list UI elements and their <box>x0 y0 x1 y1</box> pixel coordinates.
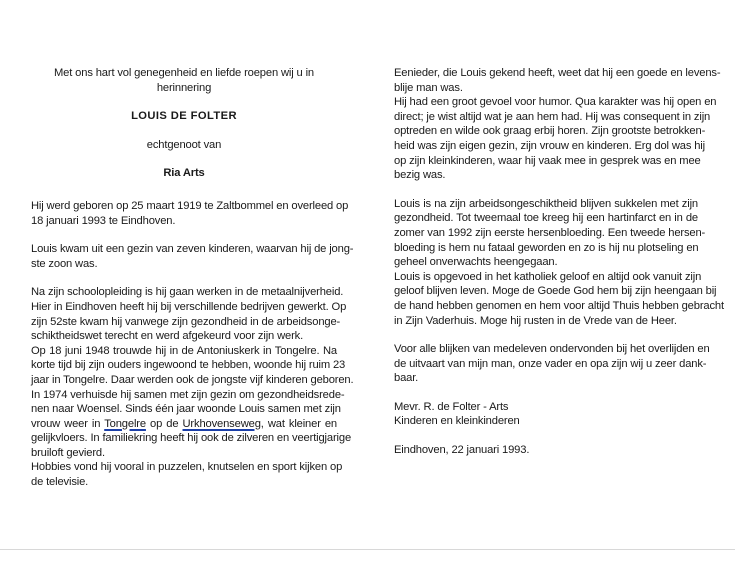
text-line: op zijn kleinkinderen, waar hij vaak mee in gesprek was en mee <box>394 154 701 167</box>
text-line: Hij had een groot gevoel voor humor. Qua karakter was hij open en <box>394 96 717 109</box>
text-line: baar. <box>394 372 419 385</box>
text-line: 18 januari 1993 te Eindhoven. <box>31 214 176 227</box>
text-fragment: vrouw weer in <box>31 417 105 430</box>
text-line: optreden en wilde ook graag erbij horen. Zijn grootste betrokken- <box>394 125 706 138</box>
text-line: de uitvaart van mijn man, onze vader en opa zijn wij u zeer dank- <box>394 357 707 370</box>
text-line: jaar in Tongelre. Daar werden ook de jongste vijf kinderen geboren. <box>31 373 354 386</box>
thanks-paragraph <box>394 342 710 386</box>
text-line: Hier in Eindhoven heeft hij bij verschillende bedrijven gewerkt. Op <box>31 300 347 313</box>
spouse-label: echtgenoot van <box>146 138 222 151</box>
text-line: In 1974 verhuisde hij samen met zijn gezin om gezondheidsrede- <box>31 388 345 401</box>
text-line: direct; je wist altijd wat je aan hem had. Hij was consequent in zijn <box>394 110 711 123</box>
text-line: zomer van 1992 zijn eerste hersenbloeding. Een tweede hersen- <box>394 226 706 239</box>
text-line: Louis is opgevoed in het katholiek geloof en altijd ook vanuit zijn <box>394 270 702 283</box>
text-line: Hobbies vond hij vooral in puzzelen, knutselen en sport kijken op <box>31 461 343 474</box>
career-paragraph <box>31 285 354 489</box>
text-line: schiktheidswet terecht en werd afgekeurd voor zijn werk. <box>31 330 304 343</box>
deceased-name: LOUIS DE FOLTER <box>131 110 237 123</box>
text-line: Op 18 juni 1948 trouwde hij in de Antoniuskerk in Tongelre. Na <box>31 344 337 357</box>
left-column <box>31 66 354 504</box>
text-line <box>31 417 337 432</box>
signature-block <box>394 400 698 429</box>
spouse-name: Ria Arts <box>163 167 205 180</box>
place-date <box>394 443 698 458</box>
text-line: Hij werd geboren op 25 maart 1919 te Zaltbommel en overleed op <box>31 199 349 212</box>
text-line: Eenieder, die Louis gekend heeft, weet dat hij een goede en levens- <box>394 67 721 79</box>
text-line: gezondheid. Tot tweemaal toe kreeg hij een hartinfarct en in de <box>394 212 698 225</box>
text-line: ste zoon was. <box>31 257 98 270</box>
text-line: Eindhoven, 22 januari 1993. <box>394 444 530 457</box>
illness-paragraph <box>394 197 724 328</box>
text-line: heid was zijn eigen gezin, zijn vrouw en kinderen. Erg dol was hij <box>394 139 705 152</box>
text-fragment: op de <box>145 417 183 430</box>
text-line: de hand hebben genomen en hem voor altijd Thuis hebben gebracht <box>394 299 724 312</box>
text-line: Na zijn schoolopleiding is hij gaan werken in de metaalnijverheid. <box>31 286 344 299</box>
intro-text: Met ons hart vol genegenheid en liefde roepen wij u in herinnering <box>54 67 314 94</box>
text-line: gelijkvloers. In familiekring heeft hij ook de zilveren en veertigjarige <box>31 432 352 445</box>
underlined-place-tongelre: Tongelre <box>104 417 146 430</box>
text-line: Voor alle blijken van medeleven ondervonden bij het overlijden en <box>394 343 710 356</box>
text-line: geheel onverwachts heengegaan. <box>394 256 558 269</box>
text-line: nen naar Woensel. Sinds één jaar woonde Louis samen met zijn <box>31 403 341 416</box>
text-fragment: , wat kleiner en <box>260 417 338 430</box>
character-paragraph <box>394 66 721 183</box>
text-line: blije man was. <box>394 81 463 94</box>
text-line: bloeding is hem nu fataal geworden en zo is hij nu plotseling en <box>394 241 699 254</box>
text-line: in Zijn Vaderhuis. Moge hij rusten in de Vrede van de Heer. <box>394 314 677 327</box>
right-column <box>394 66 724 472</box>
signature-line: Kinderen en kleinkinderen <box>394 415 520 428</box>
family-paragraph <box>31 242 354 271</box>
signature-line: Mevr. R. de Folter - Arts <box>394 400 509 413</box>
card-edge-divider <box>0 549 735 550</box>
underlined-street-urkhovenseweg: Urkhovenseweg <box>182 417 261 430</box>
text-line: zijn 52ste kwam hij vanwege zijn gezondheid in de arbeidsonge- <box>31 315 341 328</box>
text-line: Louis is na zijn arbeidsongeschiktheid blijven sukkelen met zijn <box>394 197 698 210</box>
text-line: bezig was. <box>394 169 446 182</box>
text-line: geloof blijven leven. Moge de Goede God hem bij zijn heengaan bij <box>394 285 717 298</box>
text-line: bruiloft gevierd. <box>31 446 105 459</box>
text-line: de televisie. <box>31 476 89 489</box>
text-line: korte tijd bij zijn ouders ingewoond te hebben, woonde hij ruim 23 <box>31 359 346 372</box>
text-line: Louis kwam uit een gezin van zeven kinderen, waarvan hij de jong- <box>31 243 354 256</box>
birth-paragraph <box>31 199 349 228</box>
